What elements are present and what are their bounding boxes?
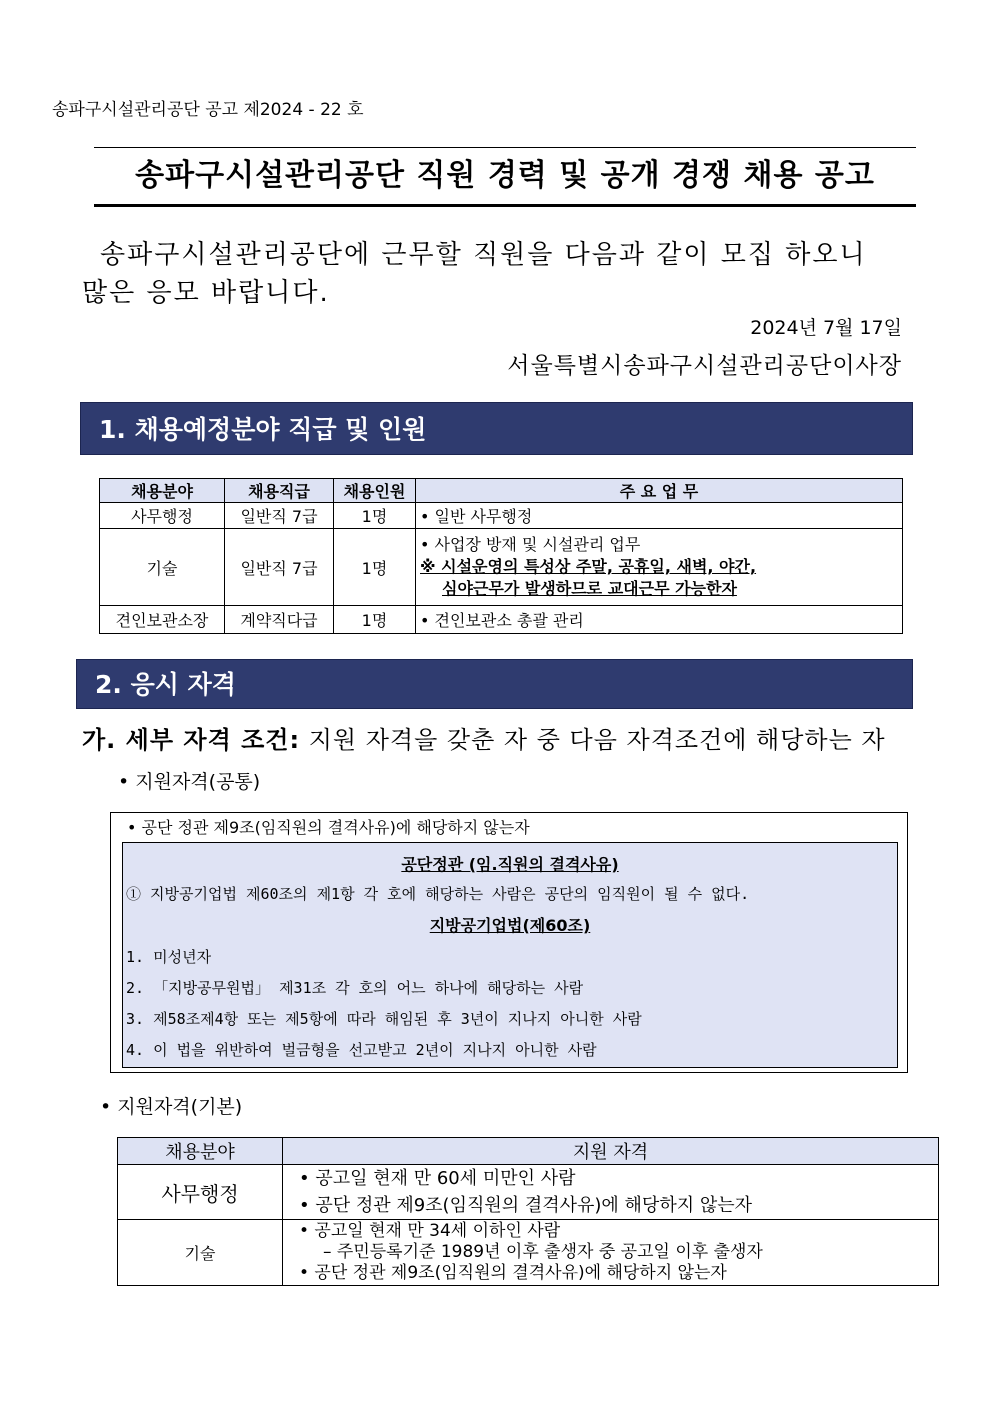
field-cell: 기술 <box>118 1220 283 1286</box>
law-item: 1. 미성년자 <box>126 948 212 966</box>
subheading-text: 지원 자격을 갖춘 자 중 다음 자격조건에 해당하는 자 <box>300 726 886 754</box>
law-title: 지방공기업법(제60조) <box>429 916 591 935</box>
column-header: 주 요 업 무 <box>416 479 903 503</box>
issuer: 서울특별시송파구시설관리공단이사장 <box>507 353 902 379</box>
qualification-item: • 공단 정관 제9조(임직원의 결격사유)에 해당하지 않는자 <box>299 1195 752 1216</box>
articles-clause: ① 지방공기업법 제60조의 제1항 각 호에 해당하는 사람은 공단의 임직원이 될 수 없다. <box>126 885 750 903</box>
qualification-item: • 공단 정관 제9조(임직원의 결격사유)에 해당하지 않는자 <box>299 1263 727 1283</box>
field-cell: 견인보관소장 <box>100 606 225 634</box>
qualification-cell <box>283 1220 939 1286</box>
table-row <box>118 1220 939 1286</box>
duty-item: • 견인보관소 총괄 관리 <box>420 611 584 630</box>
notice-number: 송파구시설관리공단 공고 제2024 - 22 호 <box>52 100 364 120</box>
table-header-row <box>118 1138 939 1165</box>
basic-qualification-table <box>117 1137 939 1286</box>
qualification-item: – 주민등록기준 1989년 이후 출생자 중 공고일 이후 출생자 <box>323 1242 763 1262</box>
subheading-label: 가. 세부 자격 조건: <box>82 726 301 754</box>
column-header: 채용분야 <box>118 1138 283 1165</box>
field-cell: 사무행정 <box>118 1165 283 1220</box>
duty-note: 심야근무가 발생하므로 교대근무 가능한자 <box>442 579 737 598</box>
column-header: 채용직급 <box>225 479 334 503</box>
table-header-row <box>100 479 903 503</box>
field-cell: 기술 <box>100 529 225 606</box>
table-row <box>100 503 903 529</box>
column-header: 채용분야 <box>100 479 225 503</box>
intro-line: 송파구시설관리공단에 근무할 직원을 다음과 같이 모집 하오니 <box>100 240 867 270</box>
subheading <box>82 720 886 755</box>
grade-cell: 일반직 7급 <box>225 529 334 606</box>
table-row <box>100 606 903 634</box>
duty-note: ※ 시설운영의 특성상 주말, 공휴일, 새벽, 야간, <box>420 557 757 576</box>
qualification-item: • 공고일 현재 만 34세 이하인 사람 <box>299 1221 561 1241</box>
law-item: 2. 「지방공무원법」 제31조 각 호의 어느 하나에 해당하는 사람 <box>126 979 584 997</box>
basic-qualification-label: • 지원자격(기본) <box>100 1096 243 1118</box>
grade-cell: 계약직다급 <box>225 606 334 634</box>
notice-date: 2024년 7월 17일 <box>750 317 902 339</box>
column-header: 채용인원 <box>334 479 416 503</box>
section-heading: 1. 채용예정분야 직급 및 인원 <box>80 402 913 455</box>
table-row <box>118 1165 939 1220</box>
positions-table <box>99 478 903 634</box>
table-row <box>100 529 903 606</box>
duty-item: • 사업장 방재 및 시설관리 업무 <box>420 535 641 554</box>
count-cell: 1명 <box>334 529 416 606</box>
articles-title: 공단정관 (임.직원의 결격사유) <box>401 855 619 874</box>
grade-cell: 일반직 7급 <box>225 503 334 529</box>
duty-item: • 일반 사무행정 <box>420 507 533 526</box>
duties-cell <box>416 503 903 529</box>
articles-box <box>122 842 898 1068</box>
section-heading: 2. 응시 자격 <box>76 659 913 709</box>
qualification-cell <box>283 1165 939 1220</box>
count-cell: 1명 <box>334 606 416 634</box>
duties-cell <box>416 606 903 634</box>
duties-cell <box>416 529 903 606</box>
law-item: 4. 이 법을 위반하여 벌금형을 선고받고 2년이 지나지 아니한 사람 <box>126 1041 597 1059</box>
law-item: 3. 제58조제4항 또는 제5항에 따라 해임된 후 3년이 지나지 아니한 사람 <box>126 1010 642 1028</box>
field-cell: 사무행정 <box>100 503 225 529</box>
page-title: 송파구시설관리공단 직원 경력 및 공개 경쟁 채용 공고 <box>135 158 875 193</box>
common-qualification-label: • 지원자격(공통) <box>118 771 261 793</box>
intro-line: 많은 응모 바랍니다. <box>82 278 330 308</box>
intro-paragraph <box>82 236 902 312</box>
count-cell: 1명 <box>334 503 416 529</box>
column-header: 지원 자격 <box>283 1138 939 1165</box>
title-banner <box>94 147 916 207</box>
qualification-item: • 공고일 현재 만 60세 미만인 사람 <box>299 1168 576 1189</box>
common-qualification-line: • 공단 정관 제9조(임직원의 결격사유)에 해당하지 않는자 <box>127 818 530 837</box>
